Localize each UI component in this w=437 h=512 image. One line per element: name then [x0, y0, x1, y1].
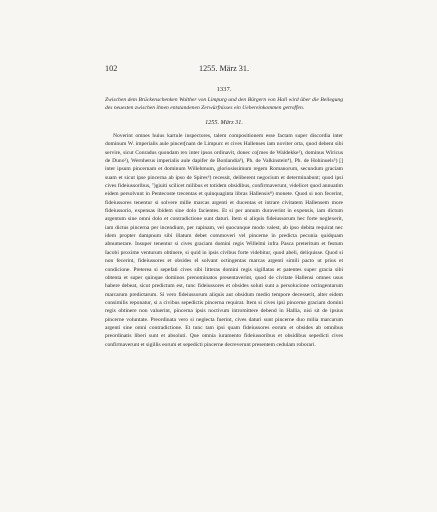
running-date: 1255. März 31. — [198, 64, 250, 73]
document-body: Noverint omnes huius kartule inspectores, talem compositionem esse factam super discordia inter dominum W. imperialis aule pincer[nam de Limpurc et cives Hallenses iam noviter orta, quod debent sibi servire, sicut Conradus quondam rex inter ipsos ordinavit, donec co[mes de Waldekke¹), dominus Wiricus de Duno²), Wernherus imperialis aule dapifer de Bonlandia³), Ph. de Valkinstein⁴), Ph. de Hohinuels⁵) [] inter ipsum pincernam et dominum Willehmum, gloriosissimum regem Romanorum, secundum graciam suam et sicut ipse pincerna ab ipso de Spires⁶) recessit, deliberent negocium et determinabunt; quod ipsi cives fideiussoribus, ⁷)giuiti scilicet milibus et totidem obsidibus, confirmaverunt, videlicet quod annuatim eidem persolvunt in Pentecoste trecentas et quinquaginta libras Hallensis⁸) monete. Quod si non fecerint, fideiussores tenentur si solvere mille marcas argenti et ducentas et intrare civitatem Hallensem more fideiussorio, expensas ibidem sine dolo facientes. Et si per annum duraverint in expensis, iam dictum argentum sine omni dolo et contradictione sunt daturi. Item si aliquis fideiussorum hec forte neglexerit, iam dictus pincerna per incendium, per rapinam, vel quocunque modo valest, ab ipso debita requirat nec idem propter dampnum sibi illatum debet commoveri vel pincerne in predicta pecunia quidquam abnumerare. Insuper tenentur si cives graciam domini regis Willelmi infra Pasca preteritum et festum Iacobi proxime venturum obtinere, si quid in ipsis civibus forte videbitur, quod abeli, deliquisse. Quod si non fecerint, fideiussores et obsides el solvant octingentas marcas argenti simili pacto ut prius et condicione. Preterea si sepefati cives sibi litteras domini regis sigillatas et patentes super gracia sibi obtenta et super quinque dominos prenominatos presentaverint, quod de civitate Hallensi omnes usus habere debeat, sicut predictum est, tunc fideiussores et obsides soluti sunt a persolucione octingentarum marcarum predictarum. Si vero fideiussorum aliquis aut obsidum medio tempore decesserit, alter eidem consimilis reponatur, si a civibus sepedictis pincerna requirat. Item si cives ipsi pincerne graciam domini regis obtinere non valuerint, pincerna ipsis noctivum intromittere debend in Hallia, nisi sit de ipsius pincerne voluntate. Preordinata vero si neglecta fuerint, cives daturi sunt pincerne duo milia marcarum argenti sine omni contradictione. Et tunc tam ipsi quam fideiussores eorum et obsides ab omnibus preordinatis liberi sunt et absoluti. Que omnia iuramento fideiussoribus et obsidibus sepedicti cives confirmaverunt et sigillis eorum et sepedicti pincerne decreverunt presentem cedulam roborari. — [105, 133, 343, 348]
page-number: 102 — [105, 64, 118, 73]
document-dateline: 1255. März 31. — [205, 119, 243, 126]
document-summary: Zwischen dem Brückenschenken Walther von Limpurg und den Bürgern von Hall wird über die Beilegung des neuesten zwischen ihnen entstandenen Zerwürfnisses ein Uebereinkommen getroffen. — [105, 97, 343, 111]
running-head — [105, 64, 343, 74]
document-number: 1337. — [216, 86, 232, 93]
